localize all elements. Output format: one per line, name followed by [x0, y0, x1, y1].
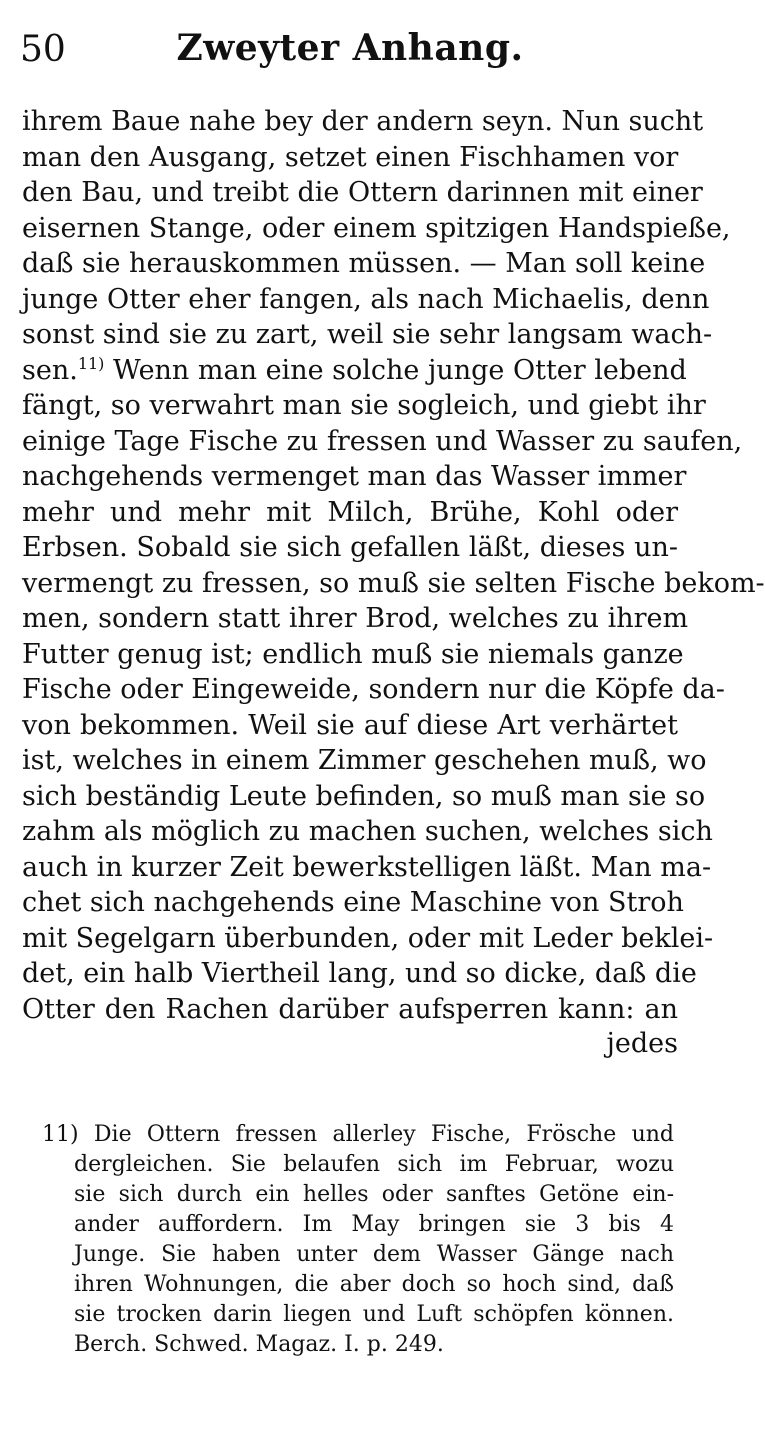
text-line: nachgehends vermenget man das Wasser immer [22, 461, 687, 492]
page-header [20, 22, 680, 82]
text-line: chet sich nachgehends eine Maschine von Stroh [22, 887, 684, 918]
text-line: daß sie herauskommen müssen. — Man soll keine [22, 248, 706, 279]
text-line: sonst sind sie zu zart, weil sie sehr langsam wach- [22, 319, 713, 350]
footnote-line: sie sich durch ein helles oder sanftes Getöne ein- [74, 1182, 674, 1207]
text-line: Otter den Rachen darüber aufsperren kann: an [22, 993, 678, 1025]
text-line: vermengt zu fressen, so muß sie selten Fische bekom- [22, 567, 765, 599]
footnote-line [42, 1120, 674, 1150]
footnote-citation: Berch. Schwed. Magaz. I. p. 249. [74, 1332, 444, 1357]
text-line: mehr und mehr mit Milch, Brühe, Kohl oder [22, 496, 678, 528]
text-line: mit Segelgarn überbunden, oder mit Leder beklei- [22, 922, 714, 954]
text-line: Erbsen. Sobald sie sich gefallen läßt, dieses un- [22, 532, 678, 563]
text-fragment: Wenn man eine solche junge Otter lebend [113, 354, 687, 386]
text-line: Futter genug ist; endlich muß sie niemals ganze [22, 638, 684, 670]
footnote-line: ander auffordern. Im May bringen sie 3 bis 4 [74, 1212, 674, 1237]
catchword: jedes [606, 1028, 678, 1059]
text-line: einige Tage Fische zu fressen und Wasser zu saufen, [22, 425, 743, 457]
text-line: men, sondern statt ihrer Brod, welches zu ihrem [22, 603, 689, 634]
text-line: fängt, so verwahrt man sie sogleich, und giebt ihr [22, 390, 706, 421]
footnote-line: sie trocken darin liegen und Luft schöpfen können. [74, 1302, 674, 1327]
text-line: auch in kurzer Zeit bewerkstelligen läßt. Man ma- [22, 851, 712, 883]
running-head: Zweyter Anhang. [176, 27, 524, 69]
text-line: ist, welches in einem Zimmer geschehen muß, wo [22, 745, 707, 776]
main-text [22, 104, 765, 1027]
footnote-line: dergleichen. Sie belaufen sich im Februar, wozu [74, 1152, 674, 1177]
footnote-line: ihren Wohnungen, die aber doch so hoch sind, daß [74, 1272, 674, 1297]
text-line: zahm als möglich zu machen suchen, welches sich [22, 816, 713, 847]
text-fragment: sen. [22, 354, 78, 386]
text-line [22, 353, 687, 389]
footnote [42, 1120, 674, 1360]
text-line: ihrem Baue nahe bey der andern seyn. Nun sucht [22, 106, 704, 137]
page-number: 50 [20, 29, 66, 70]
text-line: sich beständig Leute befinden, so muß man sie so [22, 780, 706, 812]
text-line: man den Ausgang, setzet einen Fischhamen vor [22, 141, 679, 173]
text-line: eisernen Stange, oder einem spitzigen Handspieße, [22, 212, 731, 244]
footnote-marker: 11) [42, 1122, 79, 1147]
footnote-reference: 11) [77, 353, 105, 373]
text-line: junge Otter eher fangen, als nach Michaelis, denn [22, 283, 710, 315]
text-line: det, ein halb Viertheil lang, und so dicke, daß die [22, 958, 697, 989]
footnote-line: Junge. Sie haben unter dem Wasser Gänge nach [74, 1242, 674, 1267]
text-line: Fische oder Eingeweide, sondern nur die Köpfe da- [22, 674, 725, 705]
footnote-text: Die Ottern fressen allerley Fische, Frösche und [93, 1122, 674, 1147]
text-line: von bekommen. Weil sie auf diese Art verhärtet [22, 709, 678, 741]
text-line: den Bau, und treibt die Ottern darinnen mit einer [22, 177, 703, 208]
